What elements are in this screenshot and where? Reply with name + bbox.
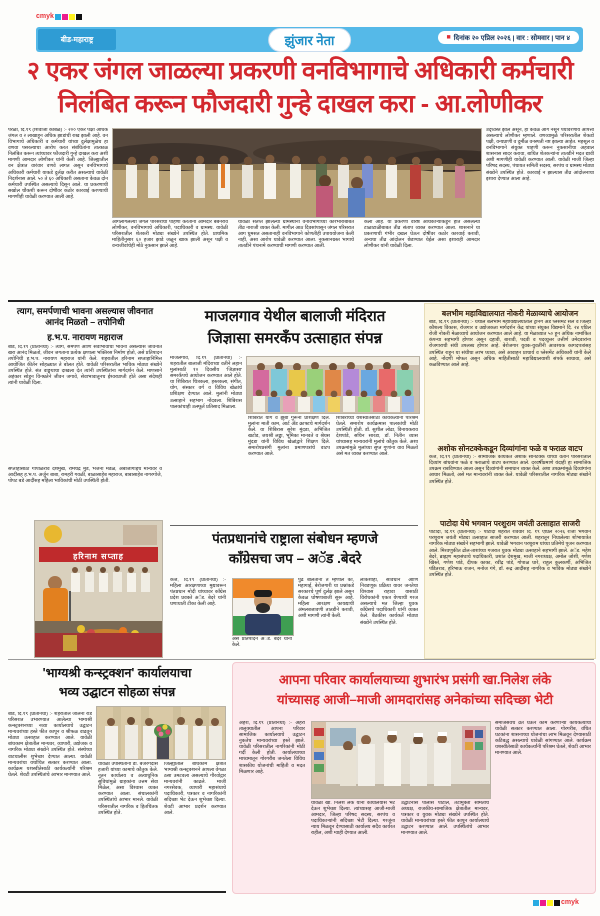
sontakke-body: केज, दि.१९ (प्रतिनिधी) :- सामाजिक कार्यकर्ते अशोक सोनटक्के यांच्या वतीने परिसरातील दिव्यांग बांधवांना फळे व फराळाचे वाटप करण्यात आले. दरवर्षीप्रमाणे यंदाही हा सामाजिक उपक्रम राबविण्यात आला असून दिव्यांगांनी समाधान व्यक्त केले. अशा उपक्रमांमुळे दिव्यांगांना आधार मिळतो, असे मत मान्यवरांनी व्यक्त केले. यावेळी परिसरातील नागरिक मोठ्या संख्येने उपस्थित होते. [429,455,591,485]
patoda-body: पाटोदा, दि.१९ (प्रतिनिधी) :- पाटोदा शहरात रविवार दि. १९ एप्रिल २०२६ रोजी भगवान परशुराम जयंती मोठ्या उत्साहात साजरी करण्यात आली. शहरातून निघालेल्या शोभायात्रेत नागरिक मोठ्या संख्येने सहभागी झाले. यावेळी भगवान परशुराम यांच्या प्रतिमेचे पूजन करण्यात आले. मिरवणुकीत ढोल-ताशांच्या गजरात युवक मोठ्या उत्साहाने सहभागी झाले. अॅड. महेश बेदरे, ब्राह्मण महासंघाचे पदाधिकारी, प्रशांत देशमुख, माजी नगराध्यक्ष, अमोल जोशी, गणेश खिस्ते, गणेश पांडे, दीपक काका, रवींद्र पांडे, गोपाळ घारे, राहुल कुलकर्णी, अभिजित पंडितराव, हरिभाऊ राजन, मनोज गंगे, डॉ. रूद्र आदींसह नागरिक व भाविक मोठ्या संख्येने उपस्थित होते. [429,530,591,578]
majalgaon-headline [170,306,420,350]
majalgaon-col3: शिबिराच्या यशस्वीतेसाठी कार्यकर्त्यांनी परिश्रम घेतले. समारोप कार्यक्रमास पालकांची मोठी उपस्थिती होती. डॉ. सुशील लोढा, विनायकराव देशपांडे, सचिन सारडा, डॉ. नितीन व्यास यांच्यासह मान्यवरांनी मुलांचे कौतुक केले. अशा उपक्रमांमुळे मुलांच्या सुप्त गुणांना वाव मिळतो असे मत व्यक्त करण्यात आले. [336,416,418,458]
balbhim-headline: बलभीम महाविद्यालयात नोकरी मेळाव्याचे आयोजन [441,309,579,318]
majalgaon-col1: माजलगाव, दि.१९ (प्रतिनिधी) :- शहरातील बालाजी मंदिराच्या वतीने लहान मुलांसाठी १० दिवसीय 'जिज्ञासा' समरकँपचे आयोजन करण्यात आले होते. या शिबिरात चित्रकला, हस्तकला, संगीत, योग, संस्कार वर्ग व विविध खेळांचे प्रशिक्षण देण्यात आले. मुलांनी मोठ्या उत्साहाने सहभाग नोंदवला. शिबिरास पालकांचाही उत्स्फूर्त प्रतिसाद मिळाला. [170,356,242,410]
date-text: दिनांक २० एप्रिल २०२६ | वार : सोमवार | पान ४ [453,35,570,42]
bhagyashree-col2: यावेळी उपस्थितांनी डॉ. बजरंगदास हजारी यांच्या कामाचे कौतुक केले. नूतन कार्यालय व अत्याधुनिक सुविधांमुळे ग्राहकांना उत्तम सेवा मिळेल, असा विश्वास व्यक्त करण्यात आला. संचालकांनी उपस्थितांचे आभार मानले. यावेळी परिसरातील नागरिक व हितचिंतक उपस्थित होते. [98,762,158,816]
aapna-col1: अहेरी, दि.१९ (प्रतिनिधी) :- अहेरी तालुक्यातील आपना परिवार सामाजिक कार्यालयाचे उद्घाटन नुकतेच मान्यवरांच्या हस्ते झाले. यावेळी परिसरातील नागरिकांनी मोठी गर्दी केली होती. कार्यालयाच्या माध्यमातून गोरगरीब जनतेला विविध शासकीय योजनांची माहिती व मदत मिळणार आहे. [239,721,305,775]
aapna-col2: यावेळी खा. निलेश लंके यांनी कार्यालयास भेट देऊन शुभेच्छा दिल्या. त्यांच्यासह आजी-माजी आमदार, जिल्हा परिषद सदस्य, सरपंच व पदाधिकाऱ्यांनी सदिच्छा भेटी दिल्या. गरजूंना न्याय मिळवून देण्यासाठी कार्यालय सदैव कार्यरत राहील, अशी ग्वाही देण्यात आली. [311,801,395,837]
tyag-body1: बीड, दि.१९ (प्रतिनिधी) :- त्याग, समर्पण आणि सेवाभावाची भावना असल्यास जीवनात खरा आनंद मिळतो, जीवन जगताना प्रत्येक क्षणाला भक्तिरस निर्माण होतो, असे प्रतिपादन तपोनिधी ह.भ.प. नारायण महाराज यांनी केले. शहरातील हरिनाम सप्ताहानिमित्त आयोजित कीर्तन सोहळ्यात ते बोलत होते. यावेळी परिसरातील भाविक मोठ्या संख्येने उपस्थित होते. संत वाङ्मयाचा दाखला देत त्यांनी उपस्थितांना मार्गदर्शन केले. माणसाने अहंकार सोडून विनम्रतेने जीवन जगावे, सेवाभावातूनच ईश्वरप्राप्ती होते असा संदेशही त्यांनी यावेळी दिला. [8,345,162,387]
black-square-icon [554,900,560,906]
cyan-square-icon [533,900,539,906]
cmyk-label: cmyk [36,13,54,20]
lead-caption-col3: केला आहे. या प्रकरणी वरिष्ठ अधिकाऱ्यांकडून होत असलेल्या टाळाटाळीबाबत तीव्र संताप व्यक्त करण्यात आला. शासनाने या प्रकरणाची गंभीर दखल घेऊन दोषींवर कठोर कारवाई करावी, अन्यथा तीव्र आंदोलन छेडण्यात येईल असा इशाराही आमदार लोणीकर यांनी यावेळी दिला. [364,220,480,250]
majalgaon-col2: शिबिरात योग व झुंबा गुरूंनी प्रशिक्षण दिले. मुलांना माती काम, आर्ट अँड क्राफ्टचे मार्गदर्शन केले. या शिबिरास सुरेश मुंदडा, अभिजित खटोड, जयश्री लड्डा, भूमिका मानवते व श्रेयस मुंदडा यांनी विविध खेळांद्वारे शिक्षण दिले. समारोपप्रसंगी मुलांना प्रमाणपत्रांचे वाटप करण्यात आले. [248,416,330,458]
region-label: बीड-महाराष्ट्र [38,29,116,50]
tyag-headline: त्याग, समर्पणाची भावना असल्यास जीवनात आनंद मिळतो – तपोनिधी [16,306,154,327]
majalgaon-headline-line1: माजलगाव येथील बालाजी मंदिरात [204,308,386,325]
lead-caption-col2: यावेळी संतप्त झालेल्या ग्रामस्थांनी वनविभागाच्या कारभाराबाबत तीव्र नाराजी व्यक्त केली. मागील आठ दिवसांपासून जंगल परिसरात आग धुमसत असतानाही वनविभागाने कोणतीही उपाययोजना केली नाही, असा आरोप यावेळी करण्यात आला. नुकसानग्रस्त भागाचे तातडीने पंचनामे करण्याची मागणी करण्यात आली. [238,220,354,250]
section-divider-top [8,300,594,302]
lead-headline-line1: २ एकर जंगल जाळल्या प्रकरणी वनविभागाचे अधिकारी कर्मचारी [26,57,574,85]
lead-headline [0,55,600,121]
aapna-parivar-box [232,662,596,894]
bhagyashree-headline-line1: 'भाग्यश्री कन्स्ट्रक्शन' कार्यालयाचा [42,666,192,680]
bhagyashree-headline-line2: भव्य उद्घाटन सोहळा संपन्न [58,684,176,699]
lead-caption-col1: आगलागलेल्या जंगल परिसराची पाहणी करताना आमदार बबनराव लोणीकर, वनविभागाचे अधिकारी, पदाधिकारी व ग्रामस्थ. यावेळी परिसरातील शेतकरी मोठ्या संख्येने उपस्थित होते. प्राथमिक माहितीनुसार ६० हजार झाडे जळून खाक झाली असून पक्षी व वन्यजीवांचेही मोठे नुकसान झाले आहे. [112,220,228,250]
lead-headline-line2: निलंबित करून फौजदारी गुन्हे दाखल करा - आ.लोणीकर [58,90,542,118]
black-square-icon [76,14,82,20]
cmyk-mark-top [36,13,82,20]
pantpradhan-col1: केज, दि.१९ (प्रतिनिधी) :- महिला आरक्षणाच्या मुद्यावरून पंतप्रधान मोदी यांच्यावर काँग्रेस प्रदेश प्रवक्ते अॅड. बेदरे यांनी घणाघाती टीका केली आहे. [170,578,226,608]
yellow-square-icon [69,14,75,20]
bhagyashree-col1: बीड, दि.१९ (प्रतिनिधी) :- शहरातील जालना रोड परिसरात उभारण्यात आलेल्या भाग्यश्री कन्स्ट्रक्शनच्या नव्या कार्यालयाचे उद्घाटन मान्यवरांच्या हस्ते फीत कापून व श्रीफळ वाढवून मोठ्या उत्साहात करण्यात आले. यावेळी बांधकाम क्षेत्रातील मान्यवर, व्यापारी, उद्योजक व नागरिक मोठ्या संख्येने उपस्थित होते. संस्थेच्या वाटचालीस शुभेच्छा देण्यात आल्या. यावेळी मान्यवरांचा यथोचित सत्कार करण्यात आला. कार्यक्रम यशस्वीतेसाठी कार्यकर्त्यांनी परिश्रम घेतले. शेवटी उपस्थितांचे आभार मानण्यात आले. [8,712,92,778]
pantpradhan-headline [170,529,420,570]
bhagyashree-photo [96,706,226,760]
right-column-box [424,303,596,659]
sontakke-headline: अशोक सोनटक्केकडून दिव्यांगांना फळे व फराळ वाटप [437,444,583,454]
patoda-headline: पाटोदा येथे भगवान परशुराम जयंती उत्साहात साजरी [439,519,581,529]
tyag-body2: सप्ताहासाठी गोपाळराव देशमुख, रामचंद्र मुंडे, भजनी मंडळ, अंबाजोगाईचे मान्यवर व आदींसह ह.भ.प. अर्जुन बाबा, रामहरी गवळी, बाळासाहेब महाराज, बाबासाहेब नागरगोजे, पोपट बडे आदींसह महिला भाविकांची मोठी उपस्थिती होती. [8,467,162,485]
bhagyashree-headline [8,664,226,702]
magenta-square-icon [540,900,546,906]
magenta-square-icon [62,14,68,20]
header-bar [36,27,583,52]
aapna-col3: उद्घाटनास पोलीस पाटील, तंटामुक्ती समितीचे अध्यक्ष, राजकीय-सामाजिक क्षेत्रातील मान्यवर, पत्रकार व युवक मोठ्या संख्येने उपस्थित होते. यावेळी मान्यवरांच्या हस्ते फीत कापून कार्यालयाचे उद्घाटन करण्यात आले. उपस्थितांचे आभार मानण्यात आले. [401,801,489,837]
pantpradhan-col3: पुढे बोलताना ते म्हणाले की, महागाई, बेरोजगारी या प्रश्नांकडे सरकारचे पूर्ण दुर्लक्ष झाले असून केवळ घोषणाबाजी सुरू आहे. महिला आरक्षण कायद्याची अंमलबजावणी तातडीने करावी, अशी मागणी त्यांनी केली. [298,578,354,620]
aapna-photo [311,721,491,799]
cyan-square-icon [55,14,61,20]
bottom-band-divider [8,659,594,660]
lead-col-right: उद्ध्वस्त झाले असून, ही केवळ आग नसून पर्यावरणीय आपत्ती असल्याचे लोणीकर म्हणाले. वणव्यामुळे परिसरातील शेकडो पक्षी, वन्यप्राणी व दुर्मीळ वनस्पती नष्ट झाल्या आहेत. महसूल व वनविभागाने संयुक्त पाहणी करून नुकसानीचा अहवाल शासनास सादर करावा, बाधित शेतकऱ्यांना तातडीने मदत द्यावी अशी मागणीही यावेळी करण्यात आली. यावेळी माजी जिल्हा परिषद सदस्य, पंचायत समिती सदस्य, सरपंच व ग्रामस्थ मोठ्या संख्येने उपस्थित होते. कारवाई न झाल्यास तीव्र आंदोलनाचा इशारा देण्यात आला आहे. [486,128,594,182]
bhagyashree-col3: जिल्ह्यातील बांधकाम क्षेत्रात भाग्यश्री कन्स्ट्रक्शनने आपला वेगळा ठसा उमटवला असल्याचे गौरवोद्गार मान्यवरांनी काढले. माजी नगरसेवक, व्यापारी महासंघाचे पदाधिकारी, पत्रकार व नागरिकांनी सदिच्छा भेट देऊन शुभेच्छा दिल्या. शेवटी आभार प्रदर्शन करण्यात आले. [164,762,226,816]
mid-divider [170,525,418,526]
yellow-square-icon [547,900,553,906]
pantpradhan-col4: लोकशाही, संविधान आणि निवडणूक प्रक्रिया यावर जनतेचा विश्वास राहावा यासाठी विरोधकांनी एकत्र येण्याची गरज असल्याचे मत जिल्हा युवक काँग्रेसचे पदाधिकारी यांनी व्यक्त केले. बैठकीस कार्यकर्ते मोठ्या संख्येने उपस्थित होते. [360,578,418,626]
balbhim-body: बीड, दि.१९ (प्रतिनिधी) :- येथील बलभीम महाविद्यालयातील ट्रेनिंग अँड प्लेसमेंट सेल व जिल्हा कौशल्य विकास, रोजगार व उद्योजकता मार्गदर्शन केंद्र यांच्या संयुक्त विद्यमाने दि. २४ एप्रिल रोजी नोकरी मेळाव्याचे आयोजन करण्यात आले आहे. या मेळाव्यात ५० हून अधिक नामांकित कंपन्या सहभागी होणार असून दहावी, बारावी, पदवी व पदव्युत्तर उत्तीर्ण उमेदवारांना रोजगाराची संधी उपलब्ध होणार आहे. बेरोजगार युवक-युवतींनी आवश्यक कागदपत्रांसह उपस्थित राहून या संधीचा लाभ घ्यावा, असे आवाहन प्राचार्य व प्लेसमेंट अधिकारी यांनी केले आहे. नोंदणी मोफत असून अधिक माहितीसाठी महाविद्यालयाशी संपर्क साधावा, असे कळविण्यात आले आहे. [429,320,591,368]
summer-camp-photo [246,356,420,414]
cmyk-mark-bottom [533,899,579,906]
pantpradhan-headline-line2: काँग्रेसचा जप – अॅड .बेदरे [228,551,362,567]
masthead: झुंजार नेता [268,28,352,52]
tyag-subhead: ह.भ.प. नारायण महाराज [47,332,123,342]
red-bullet-icon: ■ [446,34,451,41]
bedre-portrait-photo [232,578,294,636]
harinam-banner-text: हरिनाम सप्ताह [73,552,124,561]
kirtan-photo [34,520,163,658]
date-pill [438,31,580,44]
bottom-left-rule [8,891,226,893]
lead-col-left: परळी, दि.१९ (शिवाजी कांबळे) :- २०० एकर पेक्षा अधिक जंगल व २ लाखाहून अधिक झाडांची राख झाली आहे. वन विभागाचे अधिकारी व कर्मचारी यांच्या दुर्लक्षामुळेच हा वणवा पसरल्याचा आरोप करत संबंधितांना तात्काळ निलंबित करून त्यांच्यावर फौजदारी गुन्हे दाखल करा अशी मागणी आमदार लोणीकर यांनी केली आहे. जिल्ह्यातील वन क्षेत्रात वारंवार वणवे लागत असून वनविभागाचे अधिकारी कर्मचारी याकडे दुर्लक्ष करीत असल्याचे यावेळी निदर्शनास आले. ५० ते ६० अधिकारी असताना केवळ दोन कर्मचारी उपस्थित असल्याचे दिसून आले. या प्रकरणाची सखोल चौकशी करून दोषींवर कठोर कारवाई करण्याची मागणीही यावेळी करण्यात आली आहे. [8,128,108,200]
pantpradhan-headline-line1: पंतप्रधानांचे राष्ट्राला संबोधन म्हणजे [212,531,378,546]
lead-photo [112,128,482,218]
majalgaon-headline-line2: जिज्ञासा समरकँप उत्साहात संपन्न [207,329,383,347]
pantpradhan-col2: असे प्रतिपादन अॅड. बेदरे यांनी केले. [232,637,292,649]
aapna-headline [233,670,597,709]
aapna-col4: समाजसेवेचे व्रत घेऊन काम करणाऱ्या कार्यकर्त्यांचा यावेळी सत्कार करण्यात आला. गोरगरीब, वंचित घटकांना शासनाच्या योजनांचा लाभ मिळवून देण्यासाठी कटिबद्ध असल्याचे यावेळी सांगण्यात आले. कार्यक्रम यशस्वीतेसाठी कार्यकर्त्यांनी परिश्रम घेतले, शेवटी आभार मानण्यात आले. [495,721,591,757]
cmyk-label: cmyk [561,899,579,906]
aapna-headline-line2: यांच्यासह आजी–माजी आमदारांसह अनेकांच्या सदिच्छा भेटी [276,691,554,707]
aapna-headline-line1: आपना परिवार कार्यालयाच्या शुभारंभ प्रसंगी खा.निलेश लंके [278,672,552,687]
